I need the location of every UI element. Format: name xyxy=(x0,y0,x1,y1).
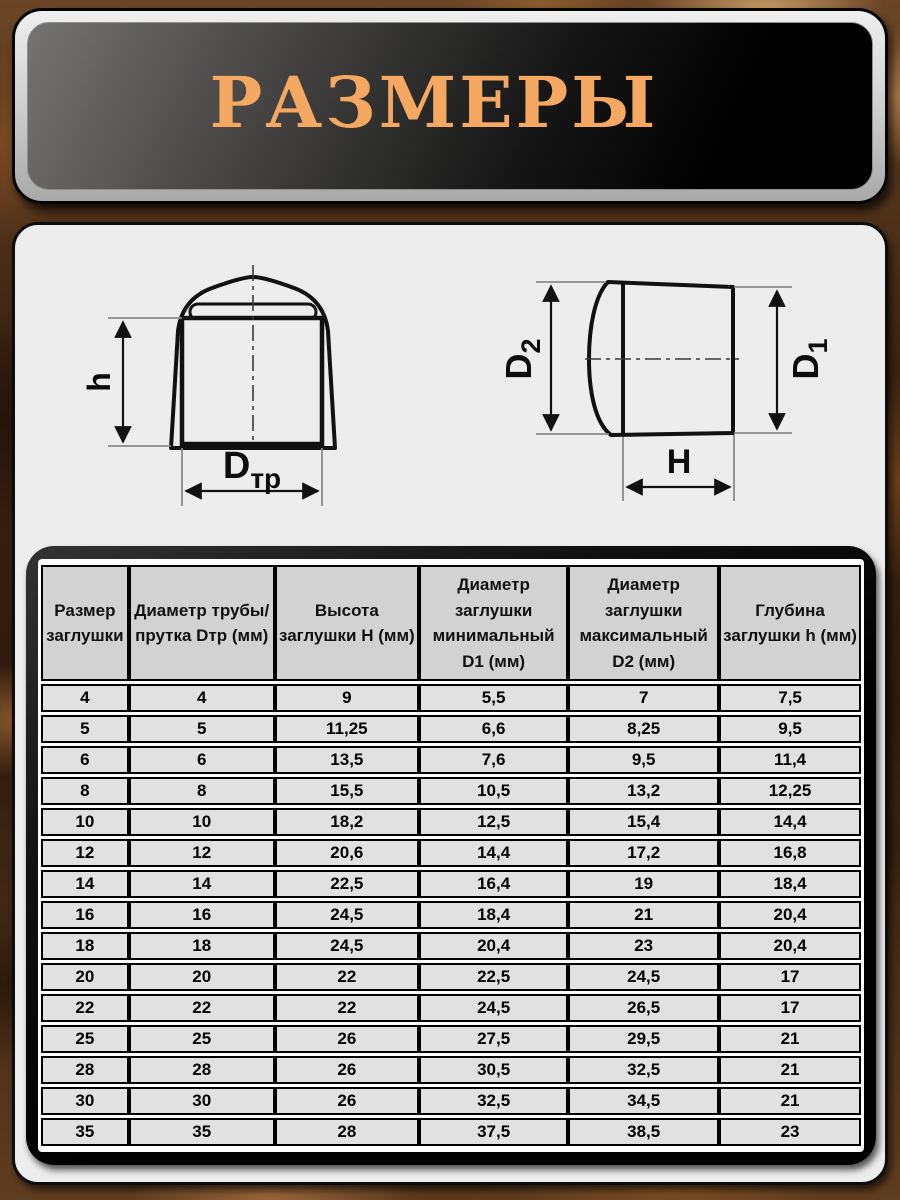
table-cell: 23 xyxy=(719,1118,861,1146)
table-row xyxy=(41,684,861,712)
table-cell: 5,5 xyxy=(419,684,568,712)
table-cell: 17,2 xyxy=(568,839,719,867)
table-cell: 18,4 xyxy=(419,901,568,929)
table-cell: 21 xyxy=(719,1025,861,1053)
table-frame xyxy=(26,546,876,1165)
table-cell: 28 xyxy=(41,1056,129,1084)
table-row xyxy=(41,870,861,898)
table-cell: 24,5 xyxy=(275,901,419,929)
table-cell: 22 xyxy=(275,994,419,1022)
table-cell: 15,5 xyxy=(275,777,419,805)
table-cell: 25 xyxy=(41,1025,129,1053)
table-cell: 12 xyxy=(129,839,275,867)
table-cell: 20 xyxy=(129,963,275,991)
table-cell: 10 xyxy=(41,808,129,836)
table-cell: 6,6 xyxy=(419,715,568,743)
table-cell: 27,5 xyxy=(419,1025,568,1053)
table-cell: 7 xyxy=(568,684,719,712)
table-cell: 10 xyxy=(129,808,275,836)
table-cell: 20 xyxy=(41,963,129,991)
table-cell: 28 xyxy=(129,1056,275,1084)
table-wrap xyxy=(38,559,864,1152)
table-cell: 12 xyxy=(41,839,129,867)
table-cell: 20,6 xyxy=(275,839,419,867)
table-cell: 24,5 xyxy=(568,963,719,991)
column-header: Диаметр трубы/прутка Dтр (мм) xyxy=(129,565,275,681)
table-cell: 16,4 xyxy=(419,870,568,898)
table-cell: 9,5 xyxy=(719,715,861,743)
table-cell: 6 xyxy=(129,746,275,774)
table-cell: 21 xyxy=(719,1056,861,1084)
table-cell: 5 xyxy=(129,715,275,743)
table-cell: 38,5 xyxy=(568,1118,719,1146)
column-header: Размер заглушки xyxy=(41,565,129,681)
side-view-diagram xyxy=(498,282,833,501)
dtr-dimension-label: Dтр xyxy=(222,445,282,494)
table-cell: 22 xyxy=(275,963,419,991)
table-cell: 22 xyxy=(129,994,275,1022)
table-row xyxy=(41,1118,861,1146)
title-banner-inner xyxy=(27,22,873,190)
table-cell: 7,5 xyxy=(719,684,861,712)
table-row xyxy=(41,994,861,1022)
table-cell: 17 xyxy=(719,994,861,1022)
table-cell: 14 xyxy=(129,870,275,898)
table-row xyxy=(41,932,861,960)
table-cell: 37,5 xyxy=(419,1118,568,1146)
table-cell: 12,25 xyxy=(719,777,861,805)
table-cell: 30,5 xyxy=(419,1056,568,1084)
table-cell: 7,6 xyxy=(419,746,568,774)
table-cell: 28 xyxy=(275,1118,419,1146)
table-cell: 9 xyxy=(275,684,419,712)
table-row xyxy=(41,963,861,991)
column-header: Высота заглушки H (мм) xyxy=(275,565,419,681)
page-title: РАЗМЕРЫ xyxy=(209,60,659,144)
table-cell: 8,25 xyxy=(568,715,719,743)
table-cell: 18,2 xyxy=(275,808,419,836)
table-row xyxy=(41,1056,861,1084)
table-cell: 15,4 xyxy=(568,808,719,836)
table-cell: 32,5 xyxy=(568,1056,719,1084)
table-row xyxy=(41,1025,861,1053)
table-cell: 18 xyxy=(41,932,129,960)
content-panel xyxy=(12,222,888,1185)
table-cell: 20,4 xyxy=(419,932,568,960)
table-cell: 35 xyxy=(129,1118,275,1146)
table-cell: 13,5 xyxy=(275,746,419,774)
table-cell: 22,5 xyxy=(275,870,419,898)
dimensions-table xyxy=(41,562,861,1149)
d2-dimension-label: D2 xyxy=(498,338,546,380)
table-cell: 22,5 xyxy=(419,963,568,991)
d1-extension-lines xyxy=(734,287,792,433)
table-row xyxy=(41,808,861,836)
table-cell: 17 xyxy=(719,963,861,991)
d1-dimension-label: D1 xyxy=(785,338,833,380)
table-cell: 14,4 xyxy=(419,839,568,867)
table-cell: 22 xyxy=(41,994,129,1022)
table-cell: 4 xyxy=(129,684,275,712)
table-row xyxy=(41,839,861,867)
table-cell: 11,4 xyxy=(719,746,861,774)
table-cell: 8 xyxy=(41,777,129,805)
table-cell: 30 xyxy=(41,1087,129,1115)
table-cell: 8 xyxy=(129,777,275,805)
table-cell: 16 xyxy=(129,901,275,929)
table-cell: 29,5 xyxy=(568,1025,719,1053)
table-cell: 19 xyxy=(568,870,719,898)
table-cell: 20,4 xyxy=(719,932,861,960)
table-row xyxy=(41,1087,861,1115)
h-dimension-label: h xyxy=(81,372,117,392)
table-cell: 18,4 xyxy=(719,870,861,898)
table-cell: 35 xyxy=(41,1118,129,1146)
table-cell: 13,2 xyxy=(568,777,719,805)
table-cell: 26 xyxy=(275,1025,419,1053)
table-cell: 26 xyxy=(275,1087,419,1115)
table-cell: 14 xyxy=(41,870,129,898)
column-header: Диаметр заглушки максимальный D2 (мм) xyxy=(568,565,719,681)
table-cell: 24,5 xyxy=(419,994,568,1022)
table-cell: 34,5 xyxy=(568,1087,719,1115)
table-cell: 5 xyxy=(41,715,129,743)
table-cell: 10,5 xyxy=(419,777,568,805)
table-cell: 6 xyxy=(41,746,129,774)
table-cell: 18 xyxy=(129,932,275,960)
title-banner xyxy=(12,8,888,204)
front-view-diagram xyxy=(81,265,335,506)
table-cell: 20,4 xyxy=(719,901,861,929)
table-cell: 26,5 xyxy=(568,994,719,1022)
table-cell: 12,5 xyxy=(419,808,568,836)
table-cell: 32,5 xyxy=(419,1087,568,1115)
table-cell: 21 xyxy=(568,901,719,929)
table-header-row xyxy=(41,565,861,681)
table-cell: 21 xyxy=(719,1087,861,1115)
table-row xyxy=(41,901,861,929)
table-cell: 4 xyxy=(41,684,129,712)
column-header: Диаметр заглушки минимальный D1 (мм) xyxy=(419,565,568,681)
column-header: Глубина заглушки h (мм) xyxy=(719,565,861,681)
height-dimension-label: H xyxy=(666,443,692,481)
table-row xyxy=(41,715,861,743)
table-row xyxy=(41,777,861,805)
table-cell: 30 xyxy=(129,1087,275,1115)
table-cell: 11,25 xyxy=(275,715,419,743)
table-row xyxy=(41,746,861,774)
table-cell: 16,8 xyxy=(719,839,861,867)
table-cell: 16 xyxy=(41,901,129,929)
table-cell: 26 xyxy=(275,1056,419,1084)
table-body xyxy=(41,684,861,1146)
table-cell: 23 xyxy=(568,932,719,960)
cap-cavity xyxy=(182,318,322,444)
table-cell: 14,4 xyxy=(719,808,861,836)
table-cell: 24,5 xyxy=(275,932,419,960)
dimension-diagrams xyxy=(15,233,885,545)
table-cell: 25 xyxy=(129,1025,275,1053)
table-cell: 9,5 xyxy=(568,746,719,774)
